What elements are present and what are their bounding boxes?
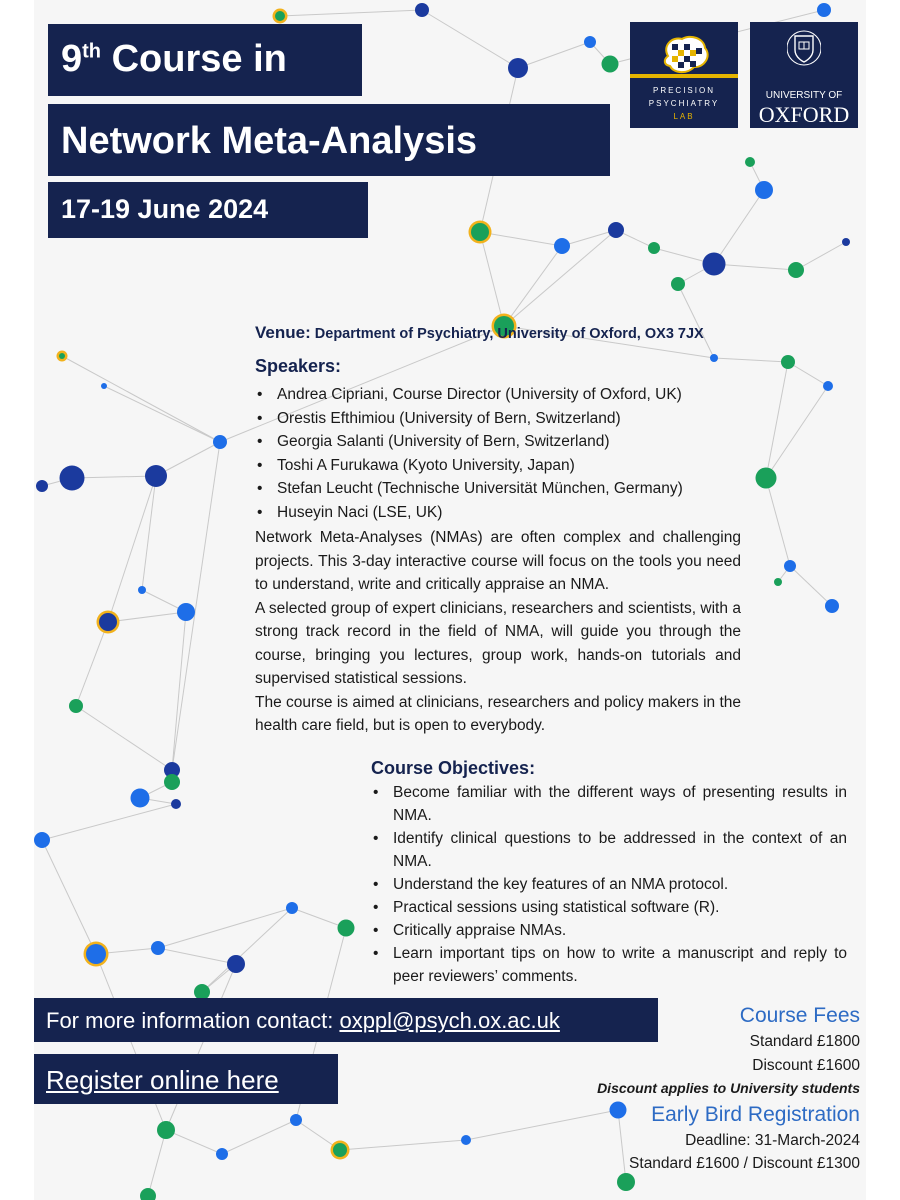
register-banner <box>34 1054 338 1104</box>
network-node <box>745 157 755 167</box>
course-dates: 17-19 June 2024 <box>48 182 368 238</box>
network-node <box>788 262 804 278</box>
course-description <box>255 526 741 738</box>
network-edge <box>422 10 518 68</box>
network-node <box>275 11 285 21</box>
network-node <box>34 832 50 848</box>
network-node <box>471 223 489 241</box>
network-edge <box>104 386 220 442</box>
precision-psychiatry-lab-logo <box>630 22 738 128</box>
network-node <box>59 353 65 359</box>
network-node <box>69 699 83 713</box>
objective-item: • Critically appraise NMAs. <box>371 919 847 942</box>
network-node <box>157 1121 175 1139</box>
network-edge <box>76 622 108 706</box>
network-node <box>36 480 48 492</box>
oxford-crest-icon <box>787 28 821 68</box>
network-node <box>617 1173 635 1191</box>
network-edge <box>166 1130 222 1154</box>
network-edge <box>480 232 504 326</box>
network-node <box>705 255 723 273</box>
network-edge <box>108 476 156 622</box>
network-node <box>817 3 831 17</box>
network-edge <box>562 230 616 246</box>
network-node <box>671 277 685 291</box>
network-node <box>62 468 82 488</box>
speaker-item: • Toshi A Furukawa (Kyoto University, Japan) <box>255 454 683 478</box>
early-bird-prices: Standard £1600 / Discount £1300 <box>629 1155 860 1172</box>
network-edge <box>766 386 828 478</box>
network-node <box>415 3 429 17</box>
network-node <box>140 1188 156 1200</box>
network-node <box>554 238 570 254</box>
network-node <box>781 355 795 369</box>
network-node <box>101 383 107 389</box>
contact-label: For more information contact: <box>46 1008 340 1033</box>
network-edge <box>340 1140 466 1150</box>
network-edge <box>62 356 220 442</box>
objective-item: • Understand the key features of an NMA protocol. <box>371 873 847 896</box>
network-node <box>584 36 596 48</box>
network-node <box>823 381 833 391</box>
network-edge <box>678 284 714 358</box>
discount-note: Discount applies to University students <box>597 1080 860 1096</box>
network-edge <box>796 242 846 270</box>
network-node <box>99 613 117 631</box>
fee-standard: Standard £1800 <box>749 1033 860 1050</box>
network-edge <box>766 362 788 478</box>
network-edge <box>72 476 156 478</box>
fees-heading: Course Fees <box>739 1004 860 1027</box>
objective-item: • Become familiar with the different ways of presenting results in NMA. <box>371 781 847 827</box>
network-node <box>648 242 660 254</box>
network-node <box>461 1135 471 1145</box>
network-node <box>508 58 528 78</box>
ppl-logo-text-3: LAB <box>673 112 695 121</box>
description-paragraph: A selected group of expert clinicians, researchers and scientists, with a strong track record in the field of NMA, will guide you through the course, bringing you lectures, group work, hands-on tutorials and supervised statistical sessions. <box>255 599 741 687</box>
speaker-item: • Georgia Salanti (University of Bern, Switzerland) <box>255 430 683 454</box>
network-edge <box>158 908 292 948</box>
network-node <box>213 435 227 449</box>
network-edge <box>42 840 96 954</box>
network-node <box>86 944 106 964</box>
gold-rule <box>630 74 738 78</box>
network-node <box>227 955 245 973</box>
network-edge <box>280 10 422 16</box>
network-node <box>138 586 146 594</box>
network-edge <box>142 476 156 590</box>
network-node <box>774 578 782 586</box>
title-course-number: 9th Course in <box>48 24 362 96</box>
network-edge <box>466 1110 618 1140</box>
network-node <box>290 1114 302 1126</box>
network-edge <box>108 612 186 622</box>
title-network-meta-analysis: Network Meta-Analysis <box>48 104 610 176</box>
objectives-list <box>371 781 847 988</box>
network-edge <box>202 908 292 992</box>
ppl-logo-text-2: PSYCHIATRY <box>648 99 720 108</box>
network-edge <box>76 706 172 770</box>
network-node <box>171 799 181 809</box>
network-node <box>784 560 796 572</box>
network-node <box>133 791 147 805</box>
network-edge <box>790 566 832 606</box>
network-node <box>608 222 624 238</box>
network-node <box>151 941 165 955</box>
network-edge <box>504 246 562 326</box>
network-node <box>755 181 773 199</box>
network-edge <box>714 264 796 270</box>
network-node <box>710 354 718 362</box>
network-node <box>842 238 850 246</box>
network-edge <box>148 1130 166 1196</box>
network-node <box>825 599 839 613</box>
contact-banner <box>34 998 658 1042</box>
register-online-link[interactable]: Register online here <box>46 1065 279 1095</box>
network-edge <box>714 190 764 264</box>
venue-label: Venue: <box>255 323 311 342</box>
objective-item: • Identify clinical questions to be addressed in the context of an NMA. <box>371 827 847 873</box>
network-node <box>604 58 616 70</box>
speaker-item: • Orestis Efthimiou (University of Bern, Switzerland) <box>255 407 683 431</box>
network-edge <box>172 442 220 770</box>
venue <box>255 323 704 343</box>
venue-value: Department of Psychiatry, University of Oxford, OX3 7JX <box>314 326 704 342</box>
speaker-item: • Andrea Cipriani, Course Director (University of Oxford, UK) <box>255 383 683 407</box>
ppl-logo-text-1: PRECISION <box>652 86 715 95</box>
oxford-logo-text-1: UNIVERSITY OF <box>765 90 843 101</box>
objective-item: • Practical sessions using statistical software (R). <box>371 896 847 919</box>
network-node <box>216 1148 228 1160</box>
fee-discount: Discount £1600 <box>752 1056 860 1074</box>
university-of-oxford-logo <box>750 22 858 128</box>
speaker-item: • Stefan Leucht (Technische Universität München, Germany) <box>255 477 683 501</box>
network-edge <box>42 804 176 840</box>
oxford-logo-text-2: OXFORD <box>758 102 850 127</box>
network-node <box>333 1143 347 1157</box>
course-fees <box>597 1002 860 1176</box>
brain-icon <box>660 34 710 78</box>
network-node <box>164 774 180 790</box>
network-edge <box>714 358 788 362</box>
speakers-heading: Speakers: <box>255 356 342 376</box>
network-edge <box>158 948 236 964</box>
network-node <box>145 465 167 487</box>
description-paragraph: The course is aimed at clinicians, researchers and policy makers in the health care field, but is open to everybody. <box>255 693 741 734</box>
network-edge <box>766 478 790 566</box>
contact-email-link[interactable]: oxppl@psych.ox.ac.uk <box>339 1008 560 1033</box>
network-edge <box>292 908 346 928</box>
network-edge <box>518 42 590 68</box>
network-node <box>758 470 774 486</box>
network-node <box>286 902 298 914</box>
objectives-heading: Course Objectives: <box>371 758 536 778</box>
speakers-list <box>255 383 683 524</box>
description-paragraph: Network Meta-Analyses (NMAs) are often complex and challenging projects. This 3-day interactive course will focus on the tools you need to understand, write and critically appraise an NMA. <box>255 529 741 593</box>
objective-item: • Learn important tips on how to write a manuscript and reply to peer reviewers’ comments. <box>371 942 847 988</box>
early-bird-heading: Early Bird Registration <box>651 1102 860 1126</box>
network-node <box>177 603 195 621</box>
network-node <box>340 922 352 934</box>
early-bird-deadline: Deadline: 31-March-2024 <box>685 1131 860 1149</box>
network-edge <box>480 232 562 246</box>
speaker-item: • Huseyin Naci (LSE, UK) <box>255 501 683 525</box>
network-edge <box>222 1120 296 1154</box>
